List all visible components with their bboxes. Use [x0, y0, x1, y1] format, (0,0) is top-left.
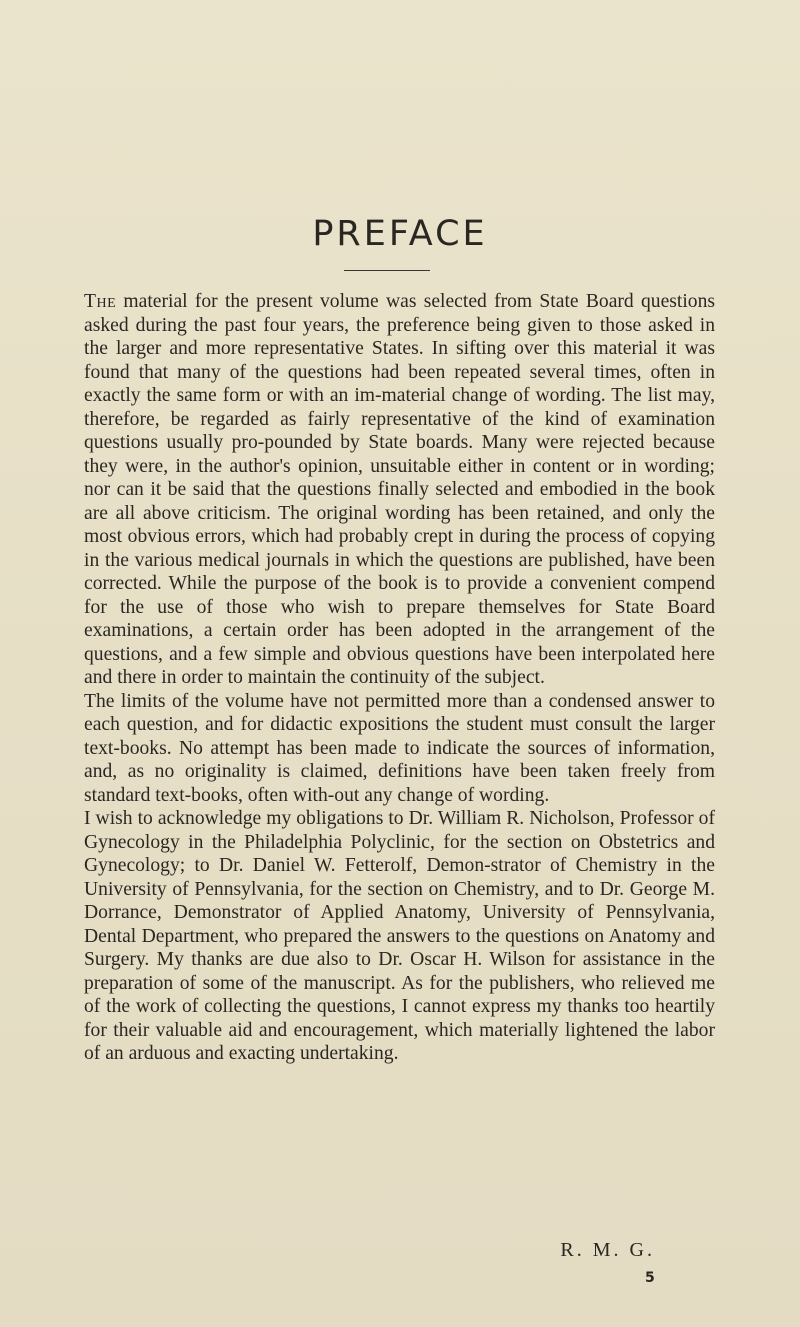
page-title: PREFACE: [312, 214, 488, 254]
paragraph-3-text: I wish to acknowledge my obligations to Dr. William R. Nicholson, Professor of Gynecology in the Philadelphia Polyclinic, for the section on Obstetrics and Gynecology; to Dr. Daniel W. Fetterolf, Demon-strator of Chemistry in the University of Pennsylvania, for the section on Chemistry, and to Dr. George M. Dorrance, Demonstrator of Applied Anatomy, University of Pennsylvania, Dental Department, who prepared the answers to the questions on Anatomy and Surgery. My thanks are due also to Dr. Oscar H. Wilson for assistance in the preparation of some of the manuscript. As for the publishers, who relieved me of the work of collecting the questions, I cannot express my thanks too heartily for their valuable aid and encouragement, which materially lightened the labor of an arduous and exacting undertaking.: [84, 808, 715, 1064]
title-rule: [344, 270, 430, 271]
paragraph-2-text: The limits of the volume have not permitted more than a condensed answer to each question, and for didactic expositions the student must consult the larger text-books. No attempt has been made to indicate the sources of information, and, as no originality is claimed, definitions have been taken freely from standard text-books, often with-out any change of wording.: [84, 690, 715, 806]
page-number: 5: [645, 1270, 655, 1286]
paragraph-1-text: material for the present volume was selected from State Board questions asked during the past four years, the preference being given to those asked in the larger and more representative States. In sifting over this material it was found that many of the questions had been repeated several times, often in exactly the same form or with an im-material change of wording. The list may, therefore, be regarded as fairly representative of the kind of examination questions usually pro-pounded by State boards. Many were rejected because they were, in the author's opinion, unsuitable either in content or in wording; nor can it be said that the questions finally selected and embodied in the book are all above criticism. The original wording has been retained, and only the most obvious errors, which had probably crept in during the process of copying in the various medical journals in which the questions are published, have been corrected. While the purpose of the book is to provide a convenient compend for the use of those who wish to prepare themselves for State Board examinations, a certain order has been adopted in the arrangement of the questions, and a few simple and obvious questions have been interpolated here and there in order to maintain the continuity of the subject.: [84, 291, 716, 688]
paragraph-2: [84, 690, 715, 808]
paragraph-3: [84, 807, 715, 1066]
paragraph-1: [84, 290, 715, 690]
author-initials: R. M. G.: [560, 1239, 655, 1261]
preface-body: [84, 290, 715, 1066]
paragraph-1-lead: The: [84, 291, 117, 312]
